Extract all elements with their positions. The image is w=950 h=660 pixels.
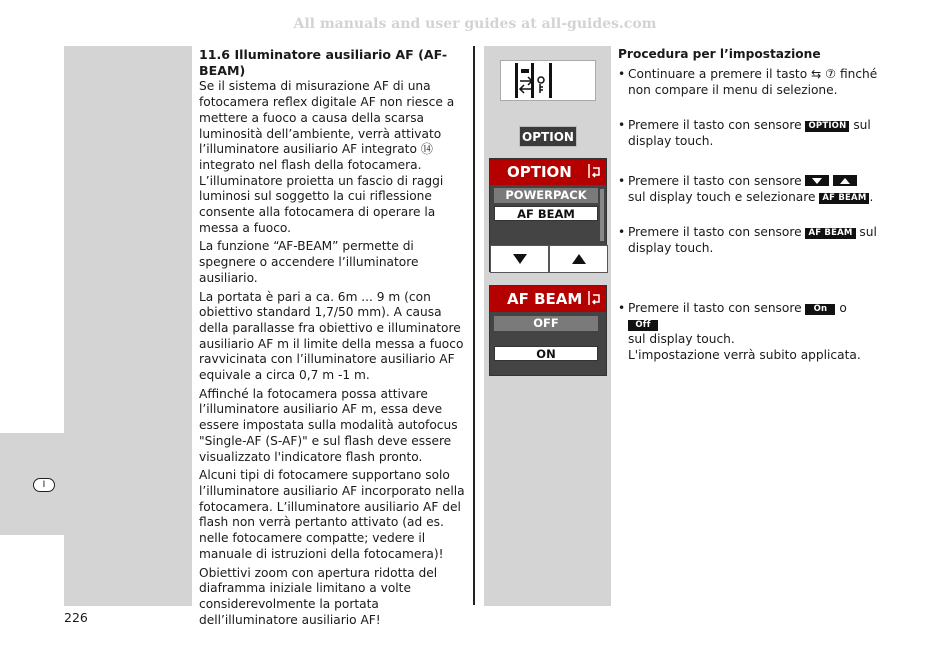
flash-knob-illustration — [500, 60, 596, 101]
step-text: Premere il tasto con sensore — [628, 225, 802, 239]
paragraph: Alcuni tipi di fotocamere supportano solo l’illuminatore ausiliario AF incorporato nella fotocamera. L’illuminatore ausiliario AF del flash non verrà pertanto attivato (ad es. nelle fotocamere compatte; vedere il manuale di istruzioni della fotocamera)! — [199, 468, 465, 561]
bullet: • — [618, 67, 626, 81]
triangle-down-icon — [513, 254, 527, 264]
option-sensor-button[interactable]: OPTION — [519, 126, 577, 147]
option-menu-screen — [489, 158, 607, 272]
off-chip: Off — [628, 320, 658, 331]
step-text: sul display touch. — [628, 118, 871, 148]
screen-header — [490, 159, 606, 185]
step-text: . — [869, 189, 874, 204]
af-beam-chip: AF BEAM — [805, 228, 855, 239]
step-text: sul display touch. — [628, 225, 877, 255]
procedure-step-3 — [618, 174, 878, 205]
procedure-step-4 — [618, 225, 878, 256]
bullet: • — [618, 301, 626, 315]
step-text: Premere il tasto con sensore — [628, 301, 802, 315]
mode-key-reference: ⇆ ⑦ — [811, 67, 837, 81]
step-text: sul display touch e selezionare — [628, 189, 816, 204]
menu-item-powerpack[interactable]: POWERPACK — [494, 188, 598, 203]
step-text: Premere il tasto con sensore — [628, 118, 802, 132]
step-text: finché non compare il menu di selezione. — [628, 67, 878, 97]
screen-title: OPTION — [507, 163, 572, 181]
menu-item-on[interactable]: ON — [494, 346, 598, 361]
option-chip: OPTION — [805, 121, 849, 132]
procedure-step-1 — [618, 67, 878, 98]
screen-header — [490, 286, 606, 312]
section-body — [199, 47, 467, 631]
back-arrow-icon[interactable] — [586, 163, 602, 179]
up-button[interactable] — [549, 245, 608, 273]
on-chip: On — [805, 304, 835, 315]
column-divider — [473, 46, 475, 605]
procedure-title: Procedura per l’impostazione — [618, 47, 821, 61]
paragraph: Affinché la fotocamera possa attivare l’illuminatore ausiliario AF m, essa deve essere impostata sulla modalità autofocus "Single-AF (S-AF)" e sul flash deve essere visualizzato l'indicatore flash pronto. — [199, 386, 458, 464]
procedure-step-5 — [618, 301, 878, 364]
paragraph: La portata è pari a ca. 6m ... 9 m (con obiettivo standard 1,7/50 mm). A causa della parallasse fra obiettivo e illuminatore ausiliario AF m il limite della messa a fuoco ravvicinata con l’illuminatore ausiliario AF equivale a circa 0,7 m -1 m. — [199, 289, 464, 383]
af-beam-menu-screen — [489, 285, 607, 376]
section-title: 11.6 Illuminatore ausiliario AF (AF-BEAM) — [199, 47, 448, 78]
up-chip-icon — [833, 175, 857, 186]
back-arrow-icon[interactable] — [586, 290, 602, 306]
page-number: 226 — [64, 610, 88, 625]
step-text: o — [839, 301, 847, 315]
menu-item-off[interactable]: OFF — [494, 316, 598, 331]
step-text: Continuare a premere il tasto — [628, 67, 808, 81]
procedure-step-2 — [618, 118, 878, 149]
step-text: L'impostazione verrà subito applicata. — [628, 348, 861, 363]
step-text: Premere il tasto con sensore — [628, 174, 802, 188]
paragraph: Se il sistema di misurazione AF di una fotocamera reflex digitale AF non riesce a mettere a fuoco a causa della scarsa luminosità dell’ambiente, verrà attivato l’illuminatore ausiliario AF integrato ⑭ integrato nel flash della fotocamera. L’illuminatore proietta un fascio di raggi luminosi sul soggetto la cui riflessione consente alla fotocamera di operare la messa a fuoco. — [199, 79, 455, 235]
bullet: • — [618, 225, 626, 239]
left-margin-band — [64, 46, 192, 606]
bullet: • — [618, 174, 626, 188]
down-chip-icon — [805, 175, 829, 186]
nav-row — [490, 245, 608, 273]
watermark: All manuals and user guides at all-guides.com — [293, 16, 657, 32]
paragraph: La funzione “AF-BEAM” permette di spegnere o accendere l’illuminatore ausiliario. — [199, 239, 419, 285]
step-text: sul display touch. — [628, 332, 735, 347]
paragraph: Obiettivi zoom con apertura ridotta del diaframma iniziale limitano a volte considerevolmente la portata dell’illuminatore ausiliario AF! — [199, 565, 438, 627]
mode-switch-icon — [501, 61, 595, 100]
af-beam-chip: AF BEAM — [819, 193, 869, 204]
scrollbar[interactable] — [600, 189, 604, 241]
bullet: • — [618, 118, 626, 132]
screen-title: AF BEAM — [507, 290, 583, 308]
procedure — [618, 47, 878, 63]
down-button[interactable] — [490, 245, 549, 273]
triangle-up-icon — [572, 254, 586, 264]
country-code-badge: I — [33, 478, 55, 492]
menu-item-af-beam[interactable]: AF BEAM — [494, 206, 598, 221]
